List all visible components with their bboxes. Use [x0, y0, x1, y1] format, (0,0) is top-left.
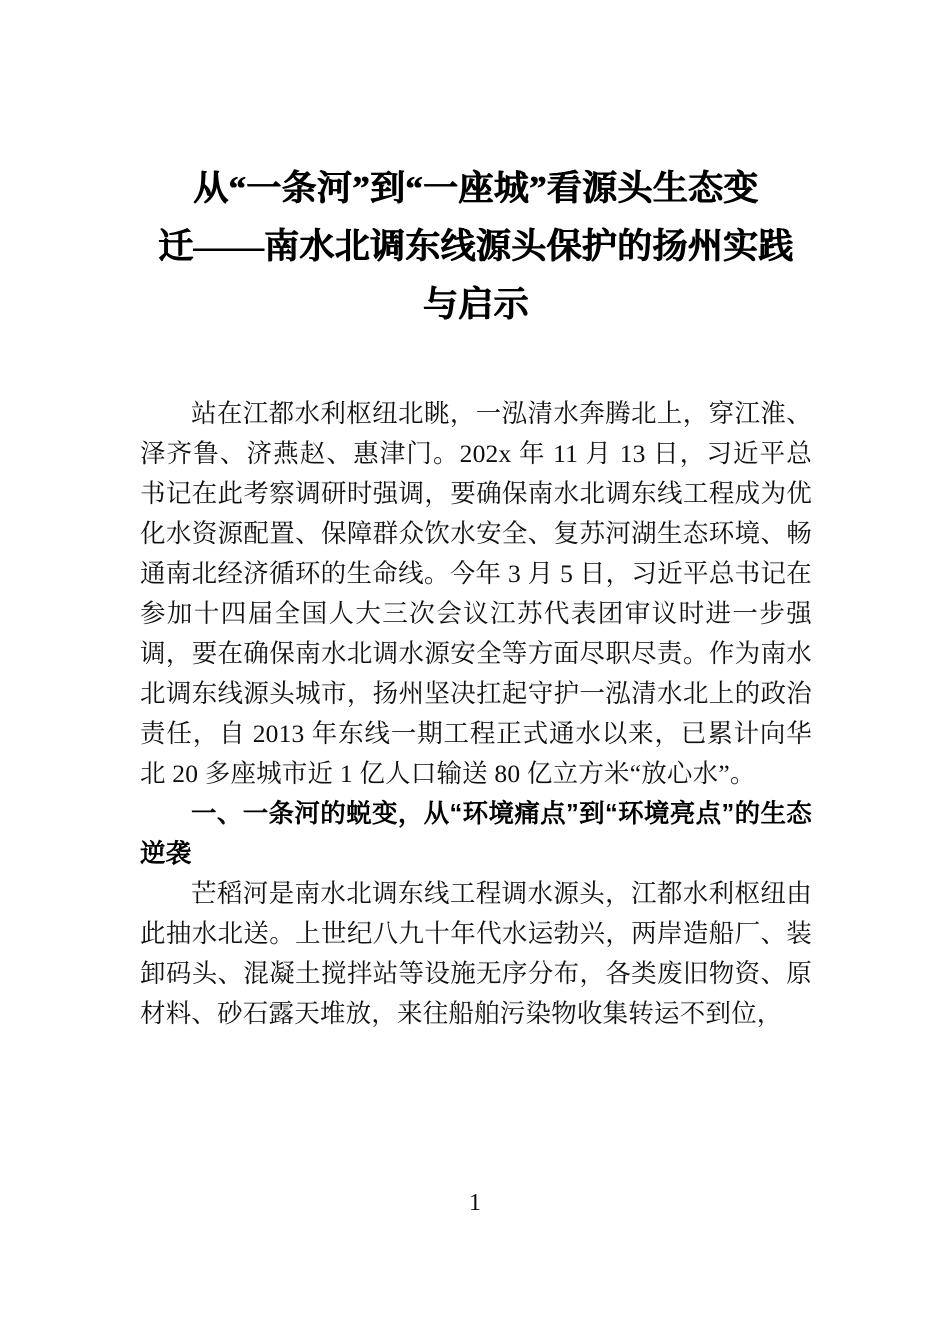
page-content [140, 0, 812, 1034]
opening-paragraph: 站在江都水利枢纽北眺，一泓清水奔腾北上，穿江淮、泽齐鲁、济燕赵、惠津门。202x 年 11 月 13 日，习近平总书记在此考察调研时强调，要确保南水北调东线工程成为优化水资源配置、保障群众饮水安全、复苏河湖生态环境、畅通南北经济循环的生命线。今年 3 月 5 日，习近平总书记在参加十四届全国人大三次会议江苏代表团审议时进一步强调，要在确保南水北调水源安全等方面尽职尽责。作为南水北调东线源头城市，扬州坚决扛起守护一泓清水北上的政治责任，自 2013 年东线一期工程正式通水以来，已累计向华北 20 多座城市近 1 亿人口输送 80 亿立方米“放心水”。 [140, 399, 812, 788]
document-body [140, 394, 812, 1034]
title-line-2: 迁——南水北调东线源头保护的扬州实践 [158, 227, 794, 266]
title-line-3: 与启示 [423, 285, 529, 324]
section-heading-one: 一、一条河的蜕变，从“环境痛点”到“环境亮点”的生态逆袭 [140, 800, 812, 868]
page-number: 1 [469, 1190, 481, 1216]
section-one-paragraph: 芒稻河是南水北调东线工程调水源头，江都水利枢纽由此抽水北送。上世纪八九十年代水运勃兴，两岸造船厂、装卸码头、混凝土搅拌站等设施无序分布，各类废旧物资、原材料、砂石露天堆放，来往船舶污染物收集转运不到位， [140, 879, 812, 1028]
title-line-1: 从“一条河”到“一座城”看源头生态变 [193, 169, 759, 208]
page-title [140, 0, 812, 334]
